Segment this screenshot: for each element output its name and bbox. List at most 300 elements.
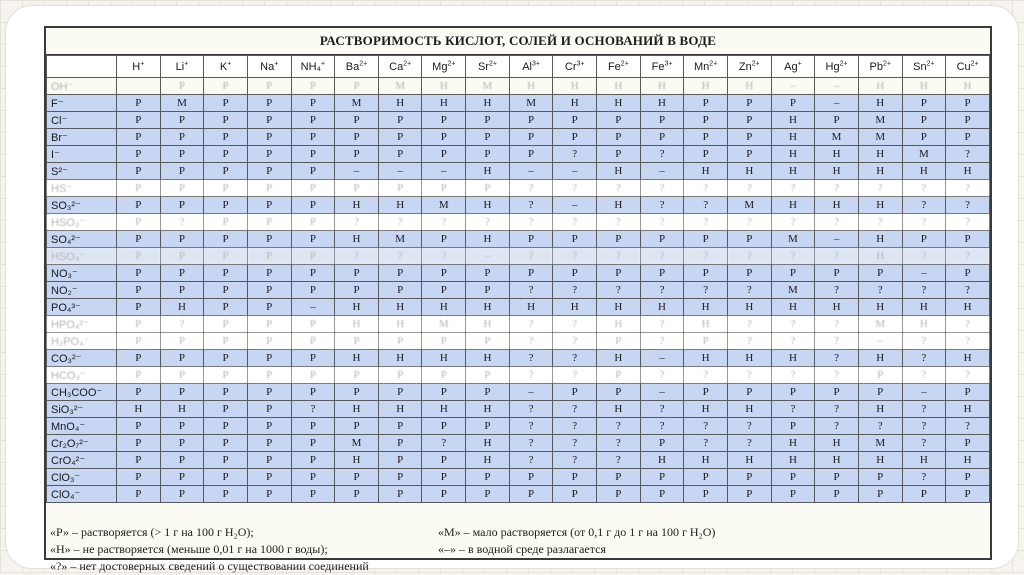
solubility-cell: Р xyxy=(946,265,990,282)
solubility-cell: Р xyxy=(335,469,379,486)
solubility-cell: ? xyxy=(815,282,859,299)
solubility-cell: Р xyxy=(378,435,422,452)
solubility-cell: Р xyxy=(684,469,728,486)
solubility-cell: Н xyxy=(902,163,946,180)
cation-charge: 2+ xyxy=(447,59,456,67)
anion-label: Br⁻ xyxy=(47,129,117,146)
solubility-cell: Р xyxy=(117,146,161,163)
solubility-cell: ? xyxy=(815,367,859,384)
solubility-cell: Р xyxy=(117,367,161,384)
solubility-cell: Р xyxy=(160,248,204,265)
solubility-cell: Н xyxy=(640,78,684,95)
solubility-cell: Р xyxy=(378,129,422,146)
solubility-cell: Р xyxy=(335,486,379,503)
cation-symbol: Ag xyxy=(784,60,798,73)
solubility-cell: ? xyxy=(858,282,902,299)
solubility-cell: М xyxy=(466,78,510,95)
solubility-cell: Р xyxy=(335,112,379,129)
solubility-cell: Р xyxy=(247,180,291,197)
solubility-cell: Н xyxy=(858,299,902,316)
cation-header xyxy=(771,56,815,78)
anion-label: S²⁻ xyxy=(47,163,117,180)
solubility-cell: Р xyxy=(247,452,291,469)
solubility-cell: Р xyxy=(291,95,335,112)
solubility-cell: Н xyxy=(509,78,553,95)
solubility-cell: – xyxy=(422,163,466,180)
solubility-cell: Р xyxy=(946,231,990,248)
solubility-cell: Н xyxy=(466,95,510,112)
solubility-cell: Н xyxy=(858,146,902,163)
cation-symbol: Ba xyxy=(345,60,360,73)
solubility-cell: ? xyxy=(640,146,684,163)
solubility-cell: ? xyxy=(640,333,684,350)
solubility-cell: Р xyxy=(684,129,728,146)
table-row xyxy=(47,435,990,452)
solubility-cell: Р xyxy=(815,112,859,129)
solubility-cell: ? xyxy=(684,435,728,452)
solubility-cell: Р xyxy=(117,95,161,112)
solubility-cell: Н xyxy=(466,316,510,333)
solubility-cell: ? xyxy=(771,367,815,384)
solubility-cell: ? xyxy=(771,248,815,265)
solubility-cell: Р xyxy=(204,418,248,435)
solubility-cell: ? xyxy=(640,316,684,333)
solubility-cell: Р xyxy=(247,350,291,367)
cation-symbol: K xyxy=(219,60,228,73)
solubility-cell: ? xyxy=(727,435,771,452)
solubility-cell: Н xyxy=(858,78,902,95)
solubility-cell: ? xyxy=(640,248,684,265)
solubility-cell: Р xyxy=(160,486,204,503)
solubility-cell: Р xyxy=(247,214,291,231)
solubility-cell: Р xyxy=(335,282,379,299)
solubility-cell: Р xyxy=(553,384,597,401)
solubility-cell: ? xyxy=(422,435,466,452)
solubility-cell: ? xyxy=(553,333,597,350)
solubility-cell: ? xyxy=(422,214,466,231)
solubility-cell: Р xyxy=(291,146,335,163)
cation-symbol: Li xyxy=(175,60,185,73)
solubility-cell: ? xyxy=(553,316,597,333)
anion-label: HCO₃⁻ xyxy=(47,367,117,384)
legend-insoluble: «Н» – не растворяется (меньше 0,01 г на 1000 г воды); xyxy=(50,542,328,556)
solubility-cell: Н xyxy=(553,299,597,316)
solubility-cell: Р xyxy=(160,78,204,95)
solubility-cell: Р xyxy=(378,112,422,129)
solubility-cell: Н xyxy=(378,316,422,333)
legend-soluble: «Р» – растворяется (> 1 г на 100 г H₂O); xyxy=(50,525,254,539)
solubility-cell: – xyxy=(291,299,335,316)
solubility-cell: Р xyxy=(204,180,248,197)
solubility-cell: ? xyxy=(509,333,553,350)
solubility-cell: Р xyxy=(291,350,335,367)
solubility-cell: ? xyxy=(902,469,946,486)
solubility-cell: Р xyxy=(684,384,728,401)
cation-charge: + xyxy=(140,59,145,67)
solubility-cell: М xyxy=(771,282,815,299)
solubility-cell: М xyxy=(858,316,902,333)
solubility-cell: – xyxy=(509,163,553,180)
solubility-cell: Н xyxy=(422,299,466,316)
solubility-cell: Н xyxy=(858,350,902,367)
solubility-cell: Р xyxy=(466,112,510,129)
solubility-cell: Р xyxy=(422,418,466,435)
solubility-cell: Р xyxy=(204,129,248,146)
solubility-cell: Н xyxy=(378,299,422,316)
cation-charge: 2+ xyxy=(709,59,718,67)
cation-charge: 2+ xyxy=(620,59,629,67)
solubility-cell: ? xyxy=(902,214,946,231)
solubility-cell: Р xyxy=(771,384,815,401)
solubility-cell: Р xyxy=(597,486,641,503)
solubility-cell: Р xyxy=(160,384,204,401)
solubility-cell: Н xyxy=(597,95,641,112)
solubility-cell: Р xyxy=(117,248,161,265)
solubility-cell: ? xyxy=(640,418,684,435)
solubility-cell: Р xyxy=(597,469,641,486)
solubility-cell: Р xyxy=(204,282,248,299)
table-row xyxy=(47,333,990,350)
solubility-cell: Н xyxy=(858,401,902,418)
solubility-cell: Р xyxy=(204,333,248,350)
solubility-cell: Р xyxy=(466,265,510,282)
solubility-cell: Н xyxy=(946,452,990,469)
solubility-cell: Р xyxy=(815,384,859,401)
solubility-cell: М xyxy=(335,435,379,452)
solubility-cell: ? xyxy=(946,214,990,231)
solubility-cell: ? xyxy=(771,214,815,231)
solubility-cell: – xyxy=(815,231,859,248)
corner-cell xyxy=(47,56,117,78)
cation-symbol: Fe xyxy=(651,60,665,73)
solubility-cell: М xyxy=(335,95,379,112)
solubility-cell xyxy=(117,78,161,95)
solubility-cell: Р xyxy=(946,95,990,112)
solubility-cell: Р xyxy=(727,112,771,129)
solubility-cell: ? xyxy=(597,418,641,435)
solubility-cell: ? xyxy=(727,333,771,350)
cation-charge: 2+ xyxy=(751,59,760,67)
solubility-cell: ? xyxy=(902,350,946,367)
solubility-cell: М xyxy=(378,231,422,248)
solubility-cell: ? xyxy=(291,401,335,418)
solubility-cell: Н xyxy=(946,350,990,367)
solubility-cell: Р xyxy=(247,469,291,486)
solubility-cell: ? xyxy=(335,214,379,231)
cation-symbol: Cu xyxy=(956,60,971,73)
solubility-cell: Р xyxy=(204,265,248,282)
cation-header xyxy=(902,56,946,78)
solubility-cell: Р xyxy=(117,112,161,129)
cation-symbol: Hg xyxy=(825,60,840,73)
cation-header-row xyxy=(47,56,990,78)
solubility-cell: Р xyxy=(247,95,291,112)
solubility-cell: Р xyxy=(597,146,641,163)
solubility-cell: ? xyxy=(684,248,728,265)
solubility-cell: Н xyxy=(684,316,728,333)
cation-header xyxy=(204,56,248,78)
cation-charge: 2+ xyxy=(882,59,891,67)
solubility-cell: Р xyxy=(509,146,553,163)
solubility-cell: Н xyxy=(727,350,771,367)
solubility-cell: Н xyxy=(946,401,990,418)
cation-symbol: Al xyxy=(522,60,532,73)
solubility-cell: Н xyxy=(946,299,990,316)
solubility-cell: Р xyxy=(684,265,728,282)
solubility-cell: Н xyxy=(640,95,684,112)
solubility-cell: Р xyxy=(291,418,335,435)
anion-label: CO₃²⁻ xyxy=(47,350,117,367)
solubility-cell: Н xyxy=(815,435,859,452)
solubility-cell: Н xyxy=(335,452,379,469)
solubility-cell: ? xyxy=(597,452,641,469)
cation-header xyxy=(378,56,422,78)
anion-label: MnO₄⁻ xyxy=(47,418,117,435)
solubility-cell: Н xyxy=(335,350,379,367)
anion-label: NO₃⁻ xyxy=(47,265,117,282)
solubility-cell: Р xyxy=(378,418,422,435)
solubility-cell: М xyxy=(858,112,902,129)
solubility-cell: Р xyxy=(204,95,248,112)
solubility-cell: Р xyxy=(684,112,728,129)
solubility-cell: Р xyxy=(946,384,990,401)
solubility-cell: ? xyxy=(509,248,553,265)
solubility-cell: Н xyxy=(727,78,771,95)
solubility-cell: Р xyxy=(858,265,902,282)
solubility-cell: Р xyxy=(597,231,641,248)
solubility-cell: Р xyxy=(597,384,641,401)
table-row xyxy=(47,299,990,316)
solubility-cell: ? xyxy=(509,197,553,214)
solubility-cell: Р xyxy=(291,435,335,452)
solubility-cell: Р xyxy=(727,95,771,112)
solubility-cell: Р xyxy=(335,384,379,401)
solubility-cell: Р xyxy=(727,146,771,163)
solubility-cell: Р xyxy=(335,129,379,146)
solubility-cell: Н xyxy=(858,197,902,214)
solubility-cell: Р xyxy=(204,197,248,214)
solubility-cell: Н xyxy=(422,78,466,95)
cation-symbol: Mg xyxy=(432,60,448,73)
solubility-cell: ? xyxy=(640,214,684,231)
solubility-cell: ? xyxy=(902,401,946,418)
solubility-cell: ? xyxy=(597,180,641,197)
solubility-cell: Р xyxy=(902,231,946,248)
solubility-cell: – xyxy=(858,333,902,350)
solubility-cell: Н xyxy=(771,112,815,129)
cation-charge: 2+ xyxy=(839,59,848,67)
legend-decomposes: «–» – в водной среде разлагается xyxy=(438,542,606,556)
solubility-cell: Р xyxy=(247,231,291,248)
solubility-cell: ? xyxy=(946,333,990,350)
solubility-cell: ? xyxy=(727,282,771,299)
solubility-cell: Р xyxy=(466,384,510,401)
anion-label: SO₃²⁻ xyxy=(47,197,117,214)
solubility-cell: Н xyxy=(815,163,859,180)
solubility-cell: ? xyxy=(509,401,553,418)
cation-header xyxy=(422,56,466,78)
solubility-cell: ? xyxy=(727,180,771,197)
solubility-cell: Н xyxy=(160,299,204,316)
anion-label: I⁻ xyxy=(47,146,117,163)
table-row xyxy=(47,367,990,384)
solubility-cell: Р xyxy=(291,129,335,146)
solubility-cell: Н xyxy=(422,350,466,367)
table-row xyxy=(47,265,990,282)
solubility-cell: ? xyxy=(727,418,771,435)
solubility-cell: ? xyxy=(509,418,553,435)
solubility-cell: ? xyxy=(902,282,946,299)
solubility-sheet xyxy=(44,26,992,573)
solubility-cell: Р xyxy=(466,146,510,163)
solubility-cell: Р xyxy=(247,401,291,418)
table-row xyxy=(47,163,990,180)
solubility-cell: Р xyxy=(640,231,684,248)
solubility-cell: Р xyxy=(335,367,379,384)
solubility-cell: Р xyxy=(247,78,291,95)
cation-charge: 3+ xyxy=(531,59,540,67)
solubility-cell: Н xyxy=(335,316,379,333)
solubility-cell: Р xyxy=(466,129,510,146)
cation-charge: + xyxy=(274,59,279,67)
solubility-cell: Н xyxy=(815,452,859,469)
solubility-cell: Р xyxy=(378,486,422,503)
solubility-cell: Р xyxy=(291,282,335,299)
solubility-cell: Н xyxy=(335,401,379,418)
solubility-table xyxy=(46,55,990,503)
solubility-cell: ? xyxy=(946,180,990,197)
solubility-cell: Р xyxy=(684,486,728,503)
table-row xyxy=(47,197,990,214)
solubility-cell: Р xyxy=(291,486,335,503)
solubility-cell: Н xyxy=(858,95,902,112)
solubility-cell: ? xyxy=(684,180,728,197)
anion-label: H₂PO₄⁻ xyxy=(47,333,117,350)
solubility-cell: Р xyxy=(160,231,204,248)
solubility-cell: Р xyxy=(946,435,990,452)
solubility-cell: Р xyxy=(597,367,641,384)
solubility-cell: ? xyxy=(553,367,597,384)
solubility-cell: Н xyxy=(466,452,510,469)
cation-charge: + xyxy=(227,59,232,67)
solubility-cell: Н xyxy=(597,197,641,214)
solubility-cell: Р xyxy=(422,112,466,129)
solubility-cell: Р xyxy=(117,265,161,282)
table-row xyxy=(47,231,990,248)
solubility-cell: Н xyxy=(597,78,641,95)
anion-label: Cr₂O₇²⁻ xyxy=(47,435,117,452)
solubility-cell: Н xyxy=(466,231,510,248)
solubility-cell: ? xyxy=(902,418,946,435)
solubility-cell: Р xyxy=(291,197,335,214)
solubility-cell: ? xyxy=(553,282,597,299)
solubility-cell: Р xyxy=(946,469,990,486)
solubility-cell: Р xyxy=(858,486,902,503)
table-row xyxy=(47,78,990,95)
solubility-cell: Н xyxy=(422,401,466,418)
solubility-cell: Р xyxy=(291,112,335,129)
solubility-cell: Р xyxy=(247,197,291,214)
solubility-cell: Н xyxy=(771,350,815,367)
table-row xyxy=(47,129,990,146)
solubility-cell: Р xyxy=(727,384,771,401)
solubility-cell: Р xyxy=(204,78,248,95)
solubility-cell: Р xyxy=(247,367,291,384)
solubility-cell: Н xyxy=(640,452,684,469)
solubility-cell: Р xyxy=(204,299,248,316)
solubility-cell: Р xyxy=(640,112,684,129)
solubility-cell: ? xyxy=(553,214,597,231)
solubility-cell: Р xyxy=(815,469,859,486)
solubility-cell: Р xyxy=(204,214,248,231)
solubility-cell: Р xyxy=(509,231,553,248)
solubility-cell: ? xyxy=(597,214,641,231)
solubility-cell: Р xyxy=(422,367,466,384)
solubility-cell: Р xyxy=(117,180,161,197)
solubility-cell: ? xyxy=(378,248,422,265)
solubility-cell: ? xyxy=(684,282,728,299)
solubility-cell: ? xyxy=(553,435,597,452)
table-row xyxy=(47,401,990,418)
solubility-cell: Р xyxy=(640,129,684,146)
solubility-cell: Р xyxy=(117,469,161,486)
solubility-cell: Р xyxy=(422,146,466,163)
solubility-cell: Р xyxy=(247,299,291,316)
solubility-cell: Р xyxy=(597,129,641,146)
anion-label: PO₄³⁻ xyxy=(47,299,117,316)
solubility-cell: Р xyxy=(160,367,204,384)
solubility-cell: Р xyxy=(640,469,684,486)
anion-label: F⁻ xyxy=(47,95,117,112)
solubility-cell: Р xyxy=(509,129,553,146)
solubility-cell: Р xyxy=(509,486,553,503)
slide xyxy=(6,6,1018,573)
solubility-cell: М xyxy=(727,197,771,214)
solubility-cell: ? xyxy=(902,333,946,350)
solubility-cell: Р xyxy=(204,231,248,248)
table-row xyxy=(47,316,990,333)
solubility-cell: Р xyxy=(204,350,248,367)
cation-header xyxy=(815,56,859,78)
solubility-cell: М xyxy=(815,129,859,146)
table-title: РАСТВОРИМОСТЬ КИСЛОТ, СОЛЕЙ И ОСНОВАНИЙ В ВОДЕ xyxy=(46,28,990,55)
solubility-cell: ? xyxy=(553,248,597,265)
solubility-cell: Р xyxy=(509,265,553,282)
cation-charge: 2+ xyxy=(926,59,935,67)
solubility-cell: Р xyxy=(466,367,510,384)
solubility-cell: Р xyxy=(727,129,771,146)
solubility-cell: Р xyxy=(902,129,946,146)
solubility-cell: Р xyxy=(422,180,466,197)
solubility-cell: Р xyxy=(247,112,291,129)
table-row xyxy=(47,146,990,163)
solubility-cell: – xyxy=(902,265,946,282)
cation-symbol: NH₄ xyxy=(300,60,322,73)
solubility-cell: Н xyxy=(335,231,379,248)
solubility-cell: ? xyxy=(771,180,815,197)
solubility-cell: ? xyxy=(771,333,815,350)
solubility-cell: Р xyxy=(160,333,204,350)
solubility-cell: Р xyxy=(335,78,379,95)
solubility-cell: Р xyxy=(422,129,466,146)
anion-label: HPO₄²⁻ xyxy=(47,316,117,333)
solubility-cell: Н xyxy=(509,299,553,316)
solubility-cell: ? xyxy=(902,197,946,214)
anion-label: SO₄²⁻ xyxy=(47,231,117,248)
table-row xyxy=(47,418,990,435)
solubility-cell: Р xyxy=(160,265,204,282)
solubility-cell: Р xyxy=(160,197,204,214)
